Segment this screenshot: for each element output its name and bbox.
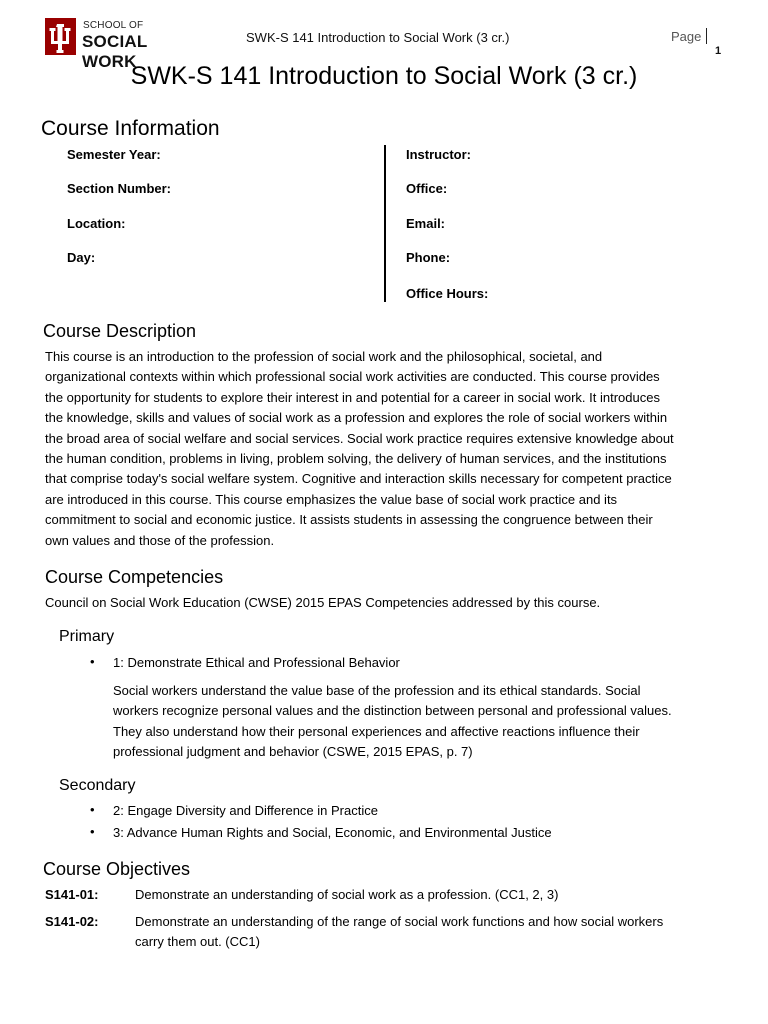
description-line: that comprise today's social welfare system. Cognitive and interaction skills necessary for competent practice xyxy=(45,471,672,487)
logo-school-text: SCHOOL OF xyxy=(83,20,144,31)
bullet-icon: • xyxy=(90,824,95,839)
description-line: are introduced in this course. This course emphasizes the value base of social work practice and its xyxy=(45,491,618,507)
field-day: Day: xyxy=(67,250,96,265)
detail-line: professional judgment and behavior (CSWE, 2015 EPAS, p. 7) xyxy=(113,744,473,760)
bullet-icon: • xyxy=(90,802,95,817)
objective-line: carry them out. (CC1) xyxy=(135,934,260,949)
detail-line: Social workers understand the value base of the profession and its ethical standards. Social xyxy=(113,683,641,698)
field-phone: Phone: xyxy=(406,250,451,265)
field-office-hours: Office Hours: xyxy=(406,286,489,301)
field-office: Office: xyxy=(406,181,448,196)
objective-code: S141-02: xyxy=(45,914,99,929)
header-divider xyxy=(706,28,707,44)
secondary-heading: Secondary xyxy=(59,777,136,794)
primary-heading: Primary xyxy=(59,628,115,645)
course-information-heading: Course Information xyxy=(41,117,220,140)
secondary-competency-item: 2: Engage Diversity and Difference in Practice xyxy=(113,803,378,818)
field-instructor: Instructor: xyxy=(406,147,471,162)
primary-competency-detail xyxy=(113,681,723,763)
field-email: Email: xyxy=(406,216,446,231)
competencies-intro: Council on Social Work Education (CWSE) 2015 EPAS Competencies addressed by this course. xyxy=(45,595,601,610)
header-course-title: SWK-S 141 Introduction to Social Work (3 cr.) xyxy=(246,30,510,45)
objective-text xyxy=(135,912,663,952)
course-competencies-heading: Course Competencies xyxy=(45,567,224,587)
secondary-competency-item: 3: Advance Human Rights and Social, Economic, and Environmental Justice xyxy=(113,825,552,840)
header-page-number: 1 xyxy=(715,45,722,57)
description-line: the human condition, problems in living, problem solving, the delivery of human services, and the institutions xyxy=(45,451,667,467)
objective-line: Demonstrate an understanding of the range of social work functions and how social workers xyxy=(135,914,664,929)
school-logo xyxy=(45,18,195,71)
logo-social-work-text: SOCIAL WORK xyxy=(82,32,148,71)
header-page-label: Page xyxy=(671,29,702,44)
description-line: commitment to social and economic justice. It assists students in assessing the congruence between their xyxy=(45,512,653,528)
description-line: This course is an introduction to the profession of social work and the philosophical, societal, and xyxy=(45,349,603,364)
objective-code: S141-01: xyxy=(45,887,99,902)
course-description-heading: Course Description xyxy=(43,321,197,341)
description-line: own values and those of the profession. xyxy=(45,532,275,548)
detail-line: workers recognize personal values and the distinction between personal and professional values. xyxy=(113,703,672,719)
document-title: SWK-S 141 Introduction to Social Work (3 cr.) xyxy=(130,62,638,90)
primary-competency-item: 1: Demonstrate Ethical and Professional Behavior xyxy=(113,655,400,670)
detail-line: They also understand how their personal experiences and affective reactions influence their xyxy=(113,723,640,739)
description-line: the knowledge, skills and values of social work as a profession and explores the role of social workers within xyxy=(45,410,668,426)
trident-logo-icon xyxy=(45,18,76,55)
description-line: the broad area of social welfare and social services. Social work practice requires extensive knowledge about xyxy=(45,430,674,446)
course-description-text xyxy=(45,347,725,551)
field-semester-year: Semester Year: xyxy=(67,147,161,162)
course-objectives-heading: Course Objectives xyxy=(43,859,191,879)
description-line: organizational contexts within which professional social work activities are conducted. This course provides xyxy=(45,369,660,385)
field-section-number: Section Number: xyxy=(67,181,172,196)
objective-text xyxy=(135,885,558,905)
objective-line: Demonstrate an understanding of social work as a profession. (CC1, 2, 3) xyxy=(135,887,559,902)
bullet-icon: • xyxy=(90,654,95,669)
field-location: Location: xyxy=(67,216,126,231)
info-column-divider xyxy=(384,145,386,302)
description-line: the opportunity for students to explore their interest in and potential for a career in social work. It introduces xyxy=(45,389,660,405)
